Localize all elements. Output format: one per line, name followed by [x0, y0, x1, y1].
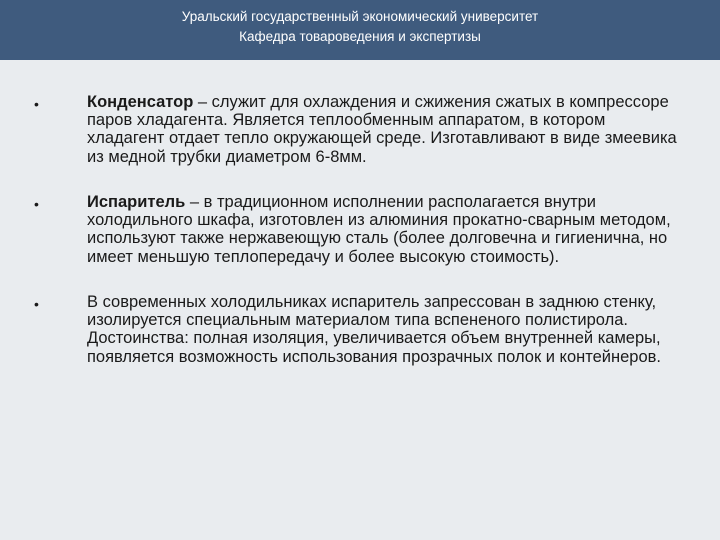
list-item	[87, 193, 687, 266]
list-item	[87, 93, 687, 166]
bullet-marker: •	[34, 296, 39, 312]
item-text: – служит для охлаждения и сжижения сжатых в компрессоре паров хладагента. Является теплообменным аппаратом, в котором хладагент отдает тепло окружающей среде. Изготавливают в виде змеевика из медной трубки диаметром 6-8мм.	[87, 93, 677, 166]
term-evaporator: Испаритель	[87, 193, 186, 211]
bullet-marker: •	[34, 96, 39, 112]
slide-header	[0, 0, 720, 60]
item-text: – в традиционном исполнении располагается внутри холодильного шкафа, изготовлен из алюминия прокатно-сварным методом, используют также нержавеющую сталь (более долговечна и гигиенична, но имеет меньшую теплопередачу и более высокую стоимость).	[87, 193, 671, 266]
slide-content	[0, 60, 720, 540]
list-item	[87, 293, 687, 366]
item-text: В современных холодильниках испаритель запрессован в заднюю стенку, изолируется специальным материалом типа вспененого полистирола. Достоинства: полная изоляция, увеличивается объем внутренней камеры, появляется возможность использования прозрачных полок и контейнеров.	[87, 293, 662, 366]
bullet-marker: •	[34, 196, 39, 212]
university-title: Уральский государственный экономический университет	[181, 9, 539, 24]
department-title: Кафедра товароведения и экспертизы	[239, 29, 481, 44]
term-condenser: Конденсатор	[87, 93, 194, 111]
